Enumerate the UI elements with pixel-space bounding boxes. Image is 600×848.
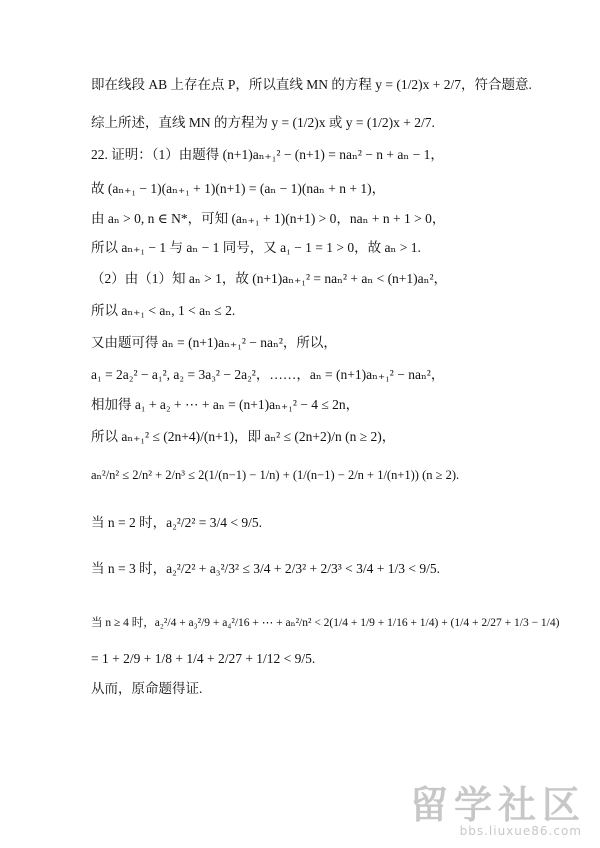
text-line-12: 所以 aₙ₊₁² ≤ (2n+4)/(n+1)，即 aₙ² ≤ (2n+2)/n (n ≥ 2)， bbox=[91, 429, 396, 444]
text-line-9: 又由题可得 aₙ = (n+1)aₙ₊₁² − naₙ²，所以， bbox=[91, 335, 337, 350]
text-line-13: aₙ²/n² ≤ 2/n² + 2/n³ ≤ 2(1/(n−1) − 1/n) + (1/(n−1) − 2/n + 1/(n+1)) (n ≥ 2). bbox=[91, 468, 460, 482]
text-line-10: a₁ = 2a₂² − a₁², a₂ = 3a₃² − 2a₂²，……，aₙ = (n+1)aₙ₊₁² − naₙ²， bbox=[91, 367, 445, 382]
text-line-16: 当 n ≥ 4 时，a₂²/4 + a₃²/9 + a₄²/16 + ⋯ + aₙ²/n² < 2(1/4 + 1/9 + 1/16 + 1/4) + (1/4 + 2/27 + 1/3 − 1/4) bbox=[91, 617, 560, 629]
watermark-title: 留学社区 bbox=[409, 783, 586, 827]
text-line-15: 当 n = 3 时，a₂²/2² + a₃²/3² ≤ 3/4 + 2/3² + 2/3³ < 3/4 + 1/3 < 9/5. bbox=[91, 561, 441, 576]
watermark-url: bbs.liuxue86.com bbox=[459, 824, 582, 838]
text-line-1: 即在线段 AB 上存在点 P，所以直线 MN 的方程 y = (1/2)x + 2/7，符合题意. bbox=[91, 77, 532, 92]
text-line-6: 所以 aₙ₊₁ − 1 与 aₙ − 1 同号，又 a₁ − 1 = 1 > 0，故 aₙ > 1. bbox=[91, 240, 421, 255]
text-line-11: 相加得 a₁ + a₂ + ⋯ + aₙ = (n+1)aₙ₊₁² − 4 ≤ 2n， bbox=[91, 397, 360, 412]
text-line-2: 综上所述，直线 MN 的方程为 y = (1/2)x 或 y = (1/2)x + 2/7. bbox=[91, 115, 435, 130]
text-line-8: 所以 aₙ₊₁ < aₙ, 1 < aₙ ≤ 2. bbox=[91, 303, 236, 318]
text-line-17: = 1 + 2/9 + 1/8 + 1/4 + 2/27 + 1/12 < 9/5. bbox=[91, 651, 316, 666]
text-line-18: 从而，原命题得证. bbox=[91, 681, 203, 696]
text-line-5: 由 aₙ > 0, n ∈ N*，可知 (aₙ₊₁ + 1)(n+1) > 0，naₙ + n + 1 > 0， bbox=[91, 211, 446, 226]
text-line-14: 当 n = 2 时，a₂²/2² = 3/4 < 9/5. bbox=[91, 515, 263, 530]
watermark-logo bbox=[386, 774, 586, 840]
text-line-7: （2）由（1）知 aₙ > 1，故 (n+1)aₙ₊₁² = naₙ² + aₙ < (n+1)aₙ²， bbox=[91, 271, 448, 286]
text-line-4: 故 (aₙ₊₁ − 1)(aₙ₊₁ + 1)(n+1) = (aₙ − 1)(naₙ + n + 1)， bbox=[91, 181, 386, 196]
text-line-3: 22. 证明：（1）由题得 (n+1)aₙ₊₁² − (n+1) = naₙ² − n + aₙ − 1， bbox=[91, 147, 444, 162]
